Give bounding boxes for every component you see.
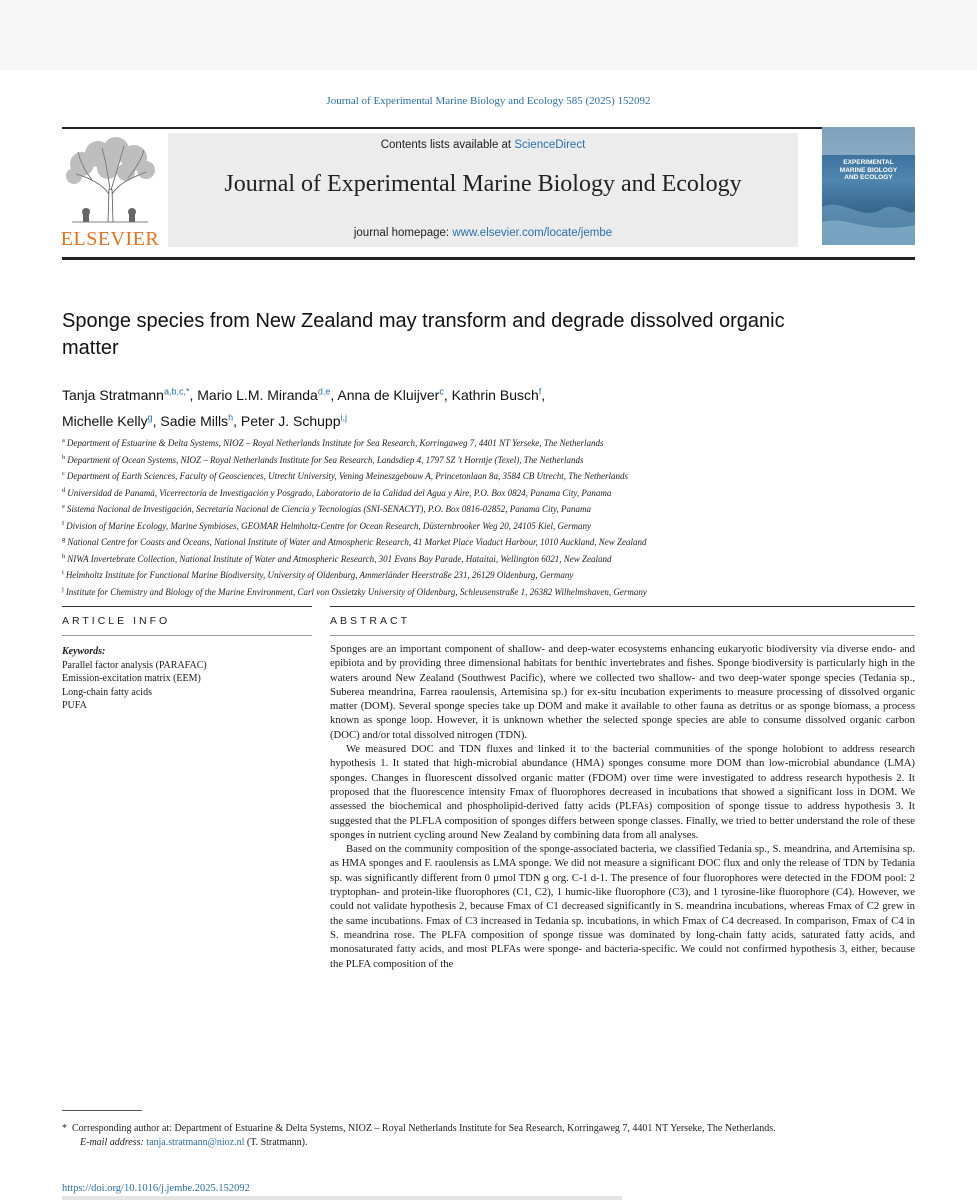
author-affiliation-marks[interactable]: c <box>439 386 444 396</box>
author-affiliation-marks[interactable]: a,b,c,* <box>163 386 190 396</box>
abstract-paragraph: Based on the community composition of the sponge-associated bacteria, we classified Tedania sp., S. meandrina, and Artemisina sp. as HMA sponges and F. raoulensis as LMA sponge. We did not measure a significant DOC flux and only the release of TDN by Tedania sp. was significantly different from 0 µmol TDN g org. C-1 d-1. The presence of four fluorophores were detected in the FDOM pool: 2 tryptophan- and protein-like fluorophores (C1, C2), 1 humic-like fluorophore (C3), and 1 tyrosine-like fluorophore (C4). However, we could not validate hypothesis 2, because Fmax of C1 decreased significantly in S. meandrina incubations, whereas Fmax of C2 grew in the same incubations. Fmax of C3 increased in Tedania sp. incubations, in which Fmax of C4 decreased. In comparison, Fmax of C4 in S. meandrina rose. The PLFA composition of sponge tissue was dominated by long-chain fatty acids, saturated fatty acids, and monosaturated fatty acids, and most PLFAs were sponge- and bacteria-specific. We could not confirmed hypothesis 3, either, because the PLFA composition of the <box>330 843 915 970</box>
article-title: Sponge species from New Zealand may transform and degrade dissolved organic matter <box>62 310 785 359</box>
affiliation-key: j <box>62 585 64 593</box>
author-affiliation-marks[interactable]: h <box>228 412 234 423</box>
email-link[interactable]: tanja.stratmann@nioz.nl <box>146 1136 245 1148</box>
affiliation-text: Division of Marine Ecology, Marine Symbioses, GEOMAR Helmholtz-Centre for Ocean Research, Düsternbrooker Weg 20, 24105 Kiel, Germany <box>66 520 591 531</box>
affiliation <box>62 484 922 501</box>
author-affiliation-marks[interactable]: i,j <box>340 412 348 423</box>
top-margin-band <box>0 0 977 70</box>
author[interactable] <box>452 387 546 403</box>
corresponding-author-footnote <box>62 1122 915 1149</box>
abstract-paragraph: We measured DOC and TDN fluxes and linked it to the bacterial communities of the sponge holobiont to address research hypothesis 1. It stated that high-microbial abundance (HMA) sponges consume more DOM than low-microbial abundance (LMA) sponges. Changes in fluorescent dissolved organic matter (FDOM) over time were investigated to address research hypothesis 2. It proposed that the fluorescence intensity Fmax of fluorophores decreased in incubations that showed a significant loss in DOM. We assessed the biochemical and phospholipid-derived fatty acids (PLFAs) composition of sponge tissue to address hypothesis 3. It suggested that the PLFLA composition of sponges differs between sponge classes. Finally, we tried to better understand the role of these sponges in nutrient cycling around New Zealand by combining data from all analyses. <box>330 743 915 841</box>
affiliation <box>62 434 922 451</box>
author[interactable] <box>337 387 451 403</box>
author[interactable] <box>197 387 337 403</box>
author-name: Mario L.M. Miranda <box>197 386 318 403</box>
email-label: E-mail address: <box>80 1136 144 1148</box>
author-name: Tanja Stratmann <box>62 386 164 403</box>
journal-name: Journal of Experimental Marine Biology and Ecology <box>224 171 742 197</box>
keyword[interactable]: Emission-excitation matrix (EEM) <box>62 673 201 684</box>
keyword[interactable]: Long-chain fatty acids <box>62 686 152 698</box>
author-separator: , <box>152 413 161 430</box>
elsevier-tree-icon <box>62 134 158 224</box>
affiliation-text: Helmholtz Institute for Functional Marine Biodiversity, University of Oldenburg, Ammerländer Heerstraße 231, 26129 Oldenburg, Germany <box>65 570 574 580</box>
cover-title <box>822 159 915 182</box>
author[interactable] <box>160 413 241 429</box>
abstract-heading: ABSTRACT <box>330 615 411 627</box>
affiliation-text: Universidad de Panamá, Vicerrectoría de Investigación y Posgrado, Laboratorio de la Calidad del Agua y Aire, P.O. Box 0824, Panama City, Panama <box>67 487 612 498</box>
author-separator: , <box>233 413 241 430</box>
contents-prefix: Contents lists available at <box>380 139 515 151</box>
contents-line <box>168 139 798 151</box>
author-separator: , <box>541 386 546 403</box>
affiliation-key: c <box>62 470 65 477</box>
homepage-link[interactable]: www.elsevier.com/locate/jembe <box>452 227 613 239</box>
footnote-email-line <box>62 1136 915 1150</box>
header-bottom-rule <box>62 257 915 260</box>
abstract-rule <box>330 606 915 607</box>
affiliation-text: Department of Ocean Systems, NIOZ – Royal Netherlands Institute for Sea Research, Landsdiep 4, 1797 SZ 't Horntje (Texel), The Netherlands <box>67 454 584 465</box>
affiliation-text: National Centre for Coasts and Oceans, National Institute of Water and Atmospheric Research, 41 Market Place Viaduct Harbour, 1010 Auckland, New Zealand <box>67 537 647 547</box>
author[interactable] <box>62 413 160 429</box>
author-name: Kathrin Busch <box>451 386 539 403</box>
article-info-rule <box>62 606 312 607</box>
affiliation <box>62 550 922 567</box>
affiliation <box>62 451 922 468</box>
affiliation-text: Department of Estuarine & Delta Systems, NIOZ – Royal Netherlands Institute for Sea Research, Korringaweg 7, 4401 NT Yerseke, The Netherlands <box>66 438 604 448</box>
homepage-line <box>168 227 798 239</box>
cover-title-line-2: MARINE BIOLOGY <box>839 166 898 174</box>
cover-title-line-1: EXPERIMENTAL <box>843 159 894 166</box>
author-separator: , <box>443 386 452 403</box>
cover-title-line-3: AND ECOLOGY <box>844 174 893 181</box>
sciencedirect-link[interactable]: ScienceDirect <box>514 139 586 151</box>
affiliation-key: b <box>62 453 66 461</box>
affiliation-key: e <box>62 503 65 510</box>
footnote-text-line <box>62 1122 915 1136</box>
affiliation <box>62 517 922 534</box>
author[interactable] <box>62 387 197 403</box>
affiliation-text: Institute for Chemistry and Biology of the Marine Environment, Carl von Ossietzky University of Oldenburg, Schleusenstraße 1, 26382 Wilhelmshaven, Germany <box>65 586 647 597</box>
affiliation-key: d <box>62 486 66 494</box>
affiliation-key: h <box>62 552 66 560</box>
footnote-rule <box>62 1110 142 1111</box>
journal-cover-thumbnail[interactable] <box>822 127 915 245</box>
abstract-inner-rule <box>330 635 915 636</box>
author-name: Sadie Mills <box>160 413 229 430</box>
affiliation <box>62 467 922 484</box>
journal-citation-link[interactable]: Journal of Experimental Marine Biology and Ecology 585 (2025) 152092 <box>326 95 651 107</box>
affiliation-key: f <box>62 519 65 527</box>
affiliation <box>62 533 922 550</box>
cover-image <box>822 127 915 245</box>
author-affiliation-marks[interactable]: d,e <box>317 386 331 396</box>
author-separator: , <box>330 386 338 403</box>
author-affiliation-marks[interactable]: f <box>538 386 542 396</box>
keywords-rule <box>62 635 312 636</box>
publisher-logo <box>60 134 160 249</box>
keyword[interactable]: Parallel factor analysis (PARAFAC) <box>62 659 207 671</box>
homepage-prefix: journal homepage: <box>353 227 453 239</box>
affiliation-key: a <box>62 437 65 444</box>
doi-link[interactable]: https://doi.org/10.1016/j.jembe.2025.152092 <box>62 1183 250 1194</box>
affiliation-text: Sistema Nacional de Investigación, Secretaría Nacional de Ciencia y Tecnologías (SNI-SENACYT), P.O. Box 0816-02852, Panama City, Panama <box>66 504 591 514</box>
affiliation <box>62 583 922 600</box>
author-name: Peter J. Schupp <box>240 413 341 430</box>
affiliation-text: NIWA Invertebrate Collection, National Institute of Water and Atmospheric Research, 301 Evans Bay Parade, Hataitai, Wellington 6021, New Zealand <box>67 553 612 564</box>
affiliation <box>62 566 922 583</box>
affiliation-text: Department of Earth Sciences, Faculty of Geosciences, Utrecht University, Vening Meineszgebouw A, Princetonlaan 8a, 3584 CB Utrecht, The Netherlands <box>66 471 628 481</box>
author-list <box>62 380 902 433</box>
affiliation <box>62 500 922 517</box>
affiliation-list <box>62 434 922 599</box>
keywords-block <box>62 645 312 713</box>
author-name: Anna de Kluijver <box>337 386 440 403</box>
keyword[interactable]: PUFA <box>62 700 87 711</box>
footnote-symbol: * <box>62 1123 67 1134</box>
author-affiliation-marks[interactable]: g <box>147 412 153 423</box>
journal-banner <box>168 133 798 247</box>
author-name: Michelle Kelly <box>62 413 148 430</box>
article-info-heading: ARTICLE INFO <box>62 615 171 627</box>
abstract-paragraph: Sponges are an important component of shallow- and deep-water ecosystems enhancing eukaryotic biodiversity via diverse endo- and epibiota and by providing three dimensional habitats for benthic invertebrates and fishes. Sponge biodiversity is particularly high in the waters around New Zealand (Southwest Pacific), where we collected two shallow- and two deep-water sponge species (Tedania sp., Suberea meandrina, Farrea raoulensis, Artemisina sp.) for ex-situ incubation experiments to measure processing of dissolved organic matter (DOM). Several sponge species take up DOM and make it available to other fauna as detritus or as sponge biomass, a process known as sponge loop. However, it is unknown whether the selected sponge species are able to consume dissolved organic carbon (DOC) and/or total dissolved nitrogen (TDN). <box>330 643 915 741</box>
affiliation-key: i <box>62 569 64 576</box>
author[interactable] <box>241 413 347 429</box>
footnote-text: Corresponding author at: Department of Estuarine & Delta Systems, NIOZ – Royal Netherlands Institute for Sea Research, Korringaweg 7, 4401 NT Yerseke, The Netherlands. <box>72 1123 776 1134</box>
header-top-rule <box>62 127 915 129</box>
keywords-label: Keywords: <box>62 646 106 657</box>
abstract-body <box>330 642 915 971</box>
affiliation-key: g <box>62 536 66 543</box>
author-separator: , <box>189 386 198 403</box>
elsevier-wordmark: ELSEVIER <box>60 228 160 250</box>
cut-off-text-line <box>62 1196 622 1200</box>
email-suffix: (T. Stratmann). <box>246 1136 308 1148</box>
